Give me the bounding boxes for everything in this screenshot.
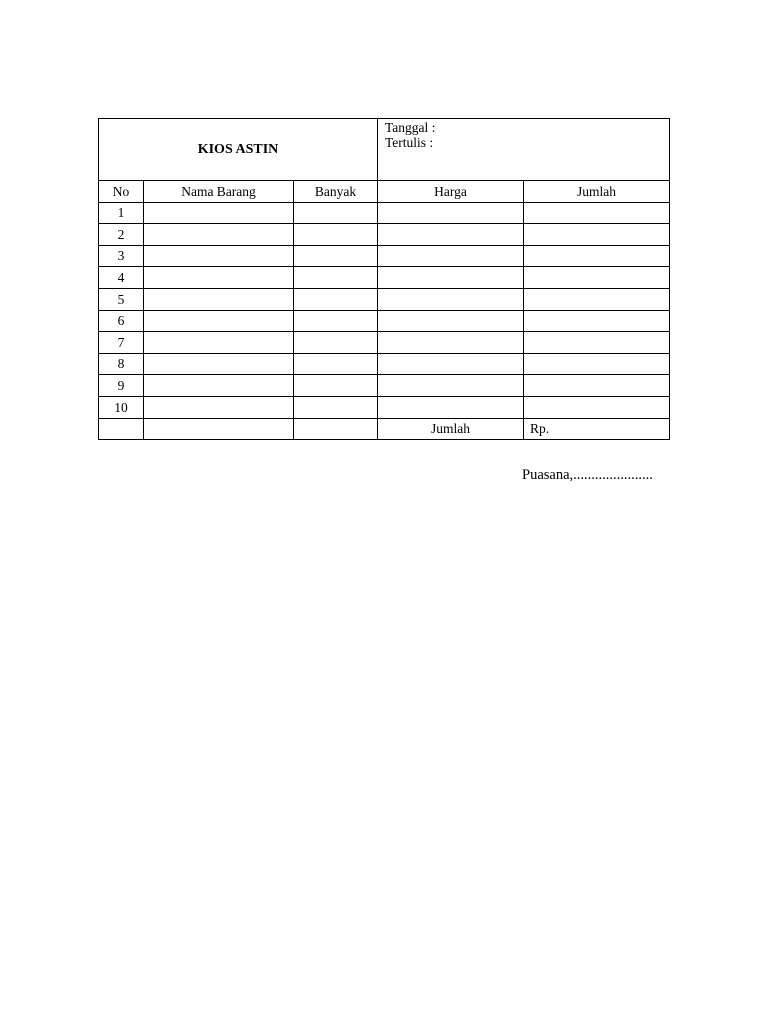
cell-item-name[interactable] [144,202,294,224]
row-number: 4 [99,267,144,289]
cell-item-name[interactable] [144,375,294,397]
col-header-amount: Jumlah [524,181,670,203]
cell-quantity[interactable] [294,332,378,354]
table-row [99,224,670,246]
cell-amount[interactable] [524,245,670,267]
cell-amount[interactable] [524,288,670,310]
header-row [99,119,670,181]
written-label: Tertulis : [385,135,434,150]
cell-amount[interactable] [524,353,670,375]
total-row [99,418,670,440]
signature-line: Puasana,...................... [522,467,653,483]
table-row [99,267,670,289]
cell-price[interactable] [378,353,524,375]
row-number: 1 [99,202,144,224]
total-empty-quantity [294,418,378,440]
table-row [99,396,670,418]
total-empty-item [144,418,294,440]
cell-item-name[interactable] [144,396,294,418]
total-empty-no [99,418,144,440]
cell-price[interactable] [378,332,524,354]
cell-price[interactable] [378,375,524,397]
total-amount[interactable]: Rp. [524,418,670,440]
cell-quantity[interactable] [294,310,378,332]
table-row [99,332,670,354]
cell-item-name[interactable] [144,310,294,332]
cell-item-name[interactable] [144,245,294,267]
receipt-table [98,118,670,440]
cell-quantity[interactable] [294,245,378,267]
cell-quantity[interactable] [294,288,378,310]
cell-price[interactable] [378,224,524,246]
col-header-quantity: Banyak [294,181,378,203]
row-number: 5 [99,288,144,310]
col-header-price: Harga [378,181,524,203]
cell-amount[interactable] [524,267,670,289]
cell-amount[interactable] [524,224,670,246]
shop-name: KIOS ASTIN [99,119,378,181]
row-number: 6 [99,310,144,332]
cell-price[interactable] [378,267,524,289]
row-number: 7 [99,332,144,354]
cell-quantity[interactable] [294,267,378,289]
cell-price[interactable] [378,202,524,224]
table-row [99,310,670,332]
cell-quantity[interactable] [294,353,378,375]
table-row [99,202,670,224]
cell-item-name[interactable] [144,224,294,246]
cell-price[interactable] [378,288,524,310]
column-header-row [99,181,670,203]
cell-quantity[interactable] [294,202,378,224]
row-number: 10 [99,396,144,418]
col-header-no: No [99,181,144,203]
cell-item-name[interactable] [144,332,294,354]
cell-price[interactable] [378,310,524,332]
row-number: 3 [99,245,144,267]
row-number: 2 [99,224,144,246]
table-row [99,353,670,375]
cell-quantity[interactable] [294,375,378,397]
cell-price[interactable] [378,245,524,267]
row-number: 9 [99,375,144,397]
col-header-item-name: Nama Barang [144,181,294,203]
table-row [99,375,670,397]
cell-price[interactable] [378,396,524,418]
cell-item-name[interactable] [144,353,294,375]
cell-quantity[interactable] [294,396,378,418]
cell-quantity[interactable] [294,224,378,246]
row-number: 8 [99,353,144,375]
date-label: Tanggal : [385,120,436,135]
total-label: Jumlah [378,418,524,440]
cell-amount[interactable] [524,310,670,332]
cell-amount[interactable] [524,396,670,418]
meta-cell [378,119,670,181]
cell-amount[interactable] [524,375,670,397]
table-row [99,245,670,267]
cell-amount[interactable] [524,202,670,224]
table-row [99,288,670,310]
cell-amount[interactable] [524,332,670,354]
cell-item-name[interactable] [144,267,294,289]
cell-item-name[interactable] [144,288,294,310]
